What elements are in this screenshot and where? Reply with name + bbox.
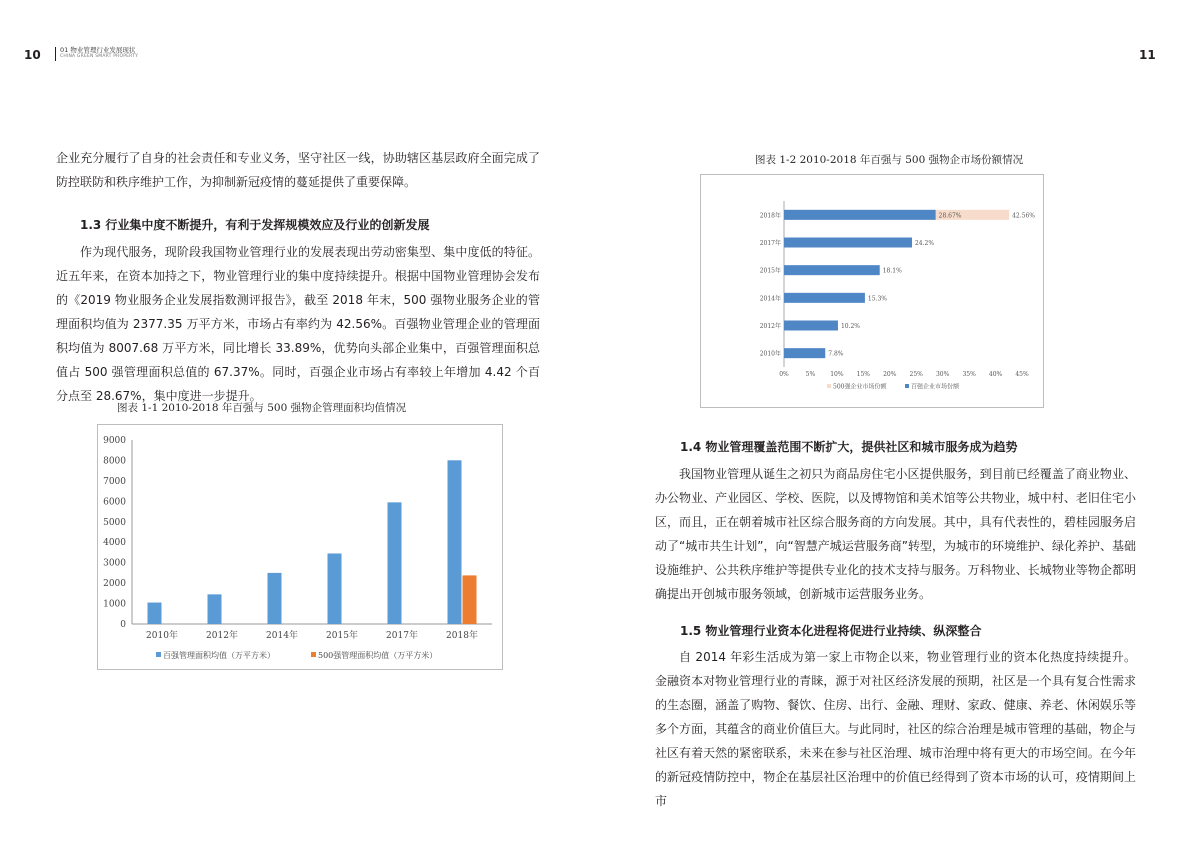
data-label: 24.2%	[914, 240, 935, 247]
bar	[268, 573, 282, 624]
y-tick-label: 0	[120, 620, 126, 630]
data-label: 28.67%	[938, 212, 962, 220]
bar	[784, 348, 825, 358]
y-tick-label: 2014年	[759, 295, 781, 303]
bar	[148, 603, 162, 624]
legend-swatch	[827, 384, 831, 388]
heading-1-5: 1.5 物业管理行业资本化进程将促进行业持续、纵深整合	[680, 624, 982, 638]
y-tick-label: 1000	[103, 599, 126, 610]
y-tick-label: 2010年	[759, 350, 781, 358]
y-tick-label: 8000	[103, 456, 126, 467]
data-label: 42.56%	[1012, 212, 1035, 220]
y-tick-label: 4000	[103, 538, 126, 549]
bar	[388, 502, 402, 624]
x-tick-label: 2012年	[206, 631, 238, 641]
y-tick-label: 2017年	[759, 240, 781, 247]
bar	[208, 594, 222, 624]
figure-1-1-chart-frame	[97, 424, 503, 670]
bar	[463, 575, 477, 624]
legend-label: 500强企业市场份额	[833, 383, 887, 391]
bar	[784, 321, 838, 331]
figure-1-2-chart-frame	[700, 174, 1044, 408]
x-tick-label: 2017年	[386, 631, 418, 641]
legend-swatch	[905, 384, 909, 388]
x-tick-label: 20%	[883, 371, 897, 378]
x-tick-label: 40%	[988, 371, 1003, 378]
x-tick-label: 35%	[962, 371, 976, 378]
bar	[328, 553, 342, 624]
heading-1-3: 1.3 行业集中度不断提升，有利于发挥规模效应及行业的创新发展	[80, 218, 430, 232]
paragraph-1-5: 自 2014 年彩生活成为第一家上市物企以来，物业管理行业的资本化热度持续提升。金融资本对物业管理行业的青睐，源于对社区经济发展的预期，社区是一个具有复合性需求的生态圈，涵盖了购物、餐饮、住房、出行、金融、理财、家政、健康、养老、休闲娱乐等多个方面，其蕴含的商业价值巨大。与此同时，社区的综合治理是城市管理的基础，物企与社区有着天然的紧密联系，未来在参与社区治理、城市治理中将有更大的市场空间。在今年的新冠疫情防控中，物企在基层社区治理中的价值已经得到了资本市场的认可，疫情期间上市	[655, 650, 1136, 808]
data-label: 15.3%	[867, 295, 887, 303]
bar	[784, 293, 865, 303]
intro-paragraph: 企业充分履行了自身的社会责任和专业义务，坚守社区一线，协助辖区基层政府全面完成了防控联防和秩序维护工作，为抑制新冠疫情的蔓延提供了重要保障。	[56, 151, 540, 189]
x-tick-label: 30%	[935, 371, 950, 378]
legend-label: 百强管理面积均值（万平方米）	[163, 651, 275, 660]
x-tick-label: 5%	[805, 371, 816, 378]
data-label: 10.2%	[840, 323, 861, 330]
x-tick-label: 2014年	[266, 631, 298, 641]
bar	[784, 210, 936, 220]
bar	[784, 265, 880, 275]
x-tick-label: 15%	[856, 371, 871, 378]
paragraph-1-4: 我国物业管理从诞生之初只为商品房住宅小区提供服务，到目前已经覆盖了商业物业、办公物业、产业园区、学校、医院，以及博物馆和美术馆等公共物业，城中村、老旧住宅小区，而且，正在朝着城市社区综合服务商的方向发展。其中，具有代表性的，碧桂园服务启动了“城市共生计划”，向“智慧产城运营服务商”转型，为城市的环境维护、绿化养护、基础设施维护、公共秩序维护等提供专业化的技术支持与服务。万科物业、长城物业等物企都明确提出开创城市服务领域，创新城市运营服务业务。	[655, 467, 1136, 601]
y-tick-label: 2015年	[759, 267, 781, 275]
x-tick-label: 0%	[779, 371, 789, 378]
x-tick-label: 2015年	[326, 631, 358, 641]
x-tick-label: 45%	[1015, 371, 1029, 378]
bar	[784, 238, 912, 248]
x-tick-label: 2018年	[446, 631, 478, 641]
y-tick-label: 2000	[103, 579, 126, 590]
data-label: 18.1%	[882, 267, 902, 275]
y-tick-label: 9000	[103, 436, 126, 446]
legend-label: 500强管理面积均值（万平方米）	[318, 651, 438, 660]
legend-swatch	[311, 652, 316, 657]
section-subtitle: CHINA GREEN SMART PROPERTY	[60, 54, 139, 59]
y-tick-label: 5000	[103, 517, 126, 528]
section-title: 01 物业管理行业发展现状	[60, 46, 136, 54]
legend-label: 百强企业市场份额	[911, 383, 960, 391]
paragraph-1-3: 作为现代服务，现阶段我国物业管理行业的发展表现出劳动密集型、集中度低的特征。近五年来，在资本加持之下，物业管理行业的集中度持续提升。根据中国物业管理协会发布的《2019 物业服务企业发展指数测评报告》，截至 2018 年末，500 强物业服务企业的管理面积均值为 2377.35 万平方米，市场占有率约为 42.56%。百强物业管理企业的管理面积均值为 8007.68 万平方米，同比增长 33.89%，优势向头部企业集中，百强管理面积总值占 500 强管理面积总值的 67.37%。同时，百强企业市场占有率较上年增加 4.42 个百分点至 28.67%，集中度进一步提升。	[56, 245, 540, 403]
y-tick-label: 7000	[103, 476, 126, 487]
figure-1-2-chart	[701, 175, 1043, 407]
y-tick-label: 3000	[103, 558, 126, 569]
y-tick-label: 6000	[103, 497, 126, 508]
bar	[448, 460, 462, 624]
y-tick-label: 2012年	[759, 323, 781, 330]
heading-1-4: 1.4 物业管理覆盖范围不断扩大，提供社区和城市服务成为趋势	[680, 440, 1018, 454]
figure-1-2-caption: 图表 1-2 2010-2018 年百强与 500 强物企市场份额情况	[755, 154, 1024, 166]
figure-1-1-caption: 图表 1-1 2010-2018 年百强与 500 强物企管理面积均值情况	[117, 402, 407, 414]
legend-swatch	[156, 652, 161, 657]
data-label: 7.8%	[828, 350, 844, 358]
header-divider	[55, 47, 56, 61]
page-number-left: 10	[24, 48, 41, 62]
figure-1-1-chart	[98, 425, 502, 669]
x-tick-label: 2010年	[146, 631, 178, 641]
x-tick-label: 10%	[830, 371, 844, 378]
y-tick-label: 2018年	[759, 212, 781, 220]
x-tick-label: 25%	[909, 371, 923, 378]
page-number-right: 11	[1139, 48, 1156, 62]
